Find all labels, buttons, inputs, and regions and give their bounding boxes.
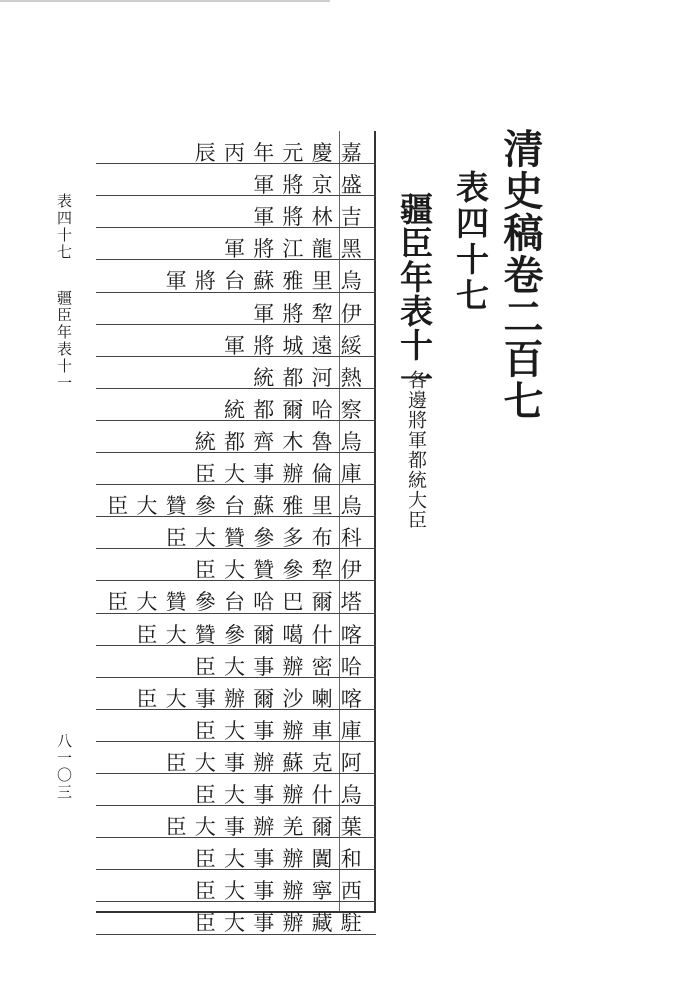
ledger-row-label: 盛京將軍	[253, 173, 370, 198]
page-number: 八一〇三	[55, 733, 73, 801]
margin-table-label: 表四十七	[55, 193, 73, 261]
ledger-row-label: 阿克蘇辦事大臣	[165, 750, 370, 775]
ledger-row	[96, 227, 376, 262]
top-rule	[0, 0, 330, 2]
ledger-row-label: 哈密辦事大臣	[194, 654, 370, 679]
ledger-row-label: 烏里雅蘇台參贊大臣	[107, 494, 370, 519]
ledger-row	[96, 645, 376, 677]
ledger-row-label: 科布多參贊大臣	[165, 526, 370, 551]
ledger-table	[96, 131, 376, 936]
ledger-row	[96, 580, 376, 615]
ledger-row	[96, 420, 376, 452]
ledger-row-label: 嘉慶元年丙辰	[194, 141, 370, 165]
ledger-row	[96, 388, 376, 420]
ledger-row-label: 伊犂參贊大臣	[194, 558, 370, 583]
ledger-row	[96, 484, 376, 519]
ledger-row-label: 喀喇沙爾辦事大臣	[136, 686, 370, 711]
ledger-row-label: 喀什噶爾參贊大臣	[136, 622, 370, 647]
ledger-row	[96, 195, 376, 230]
ledger-row-label: 塔爾巴哈台參贊大臣	[107, 590, 370, 615]
ledger-row-label: 熱河都統	[253, 365, 370, 390]
ledger-row	[96, 356, 376, 388]
ledger-row-label: 庫車辦事大臣	[194, 718, 370, 743]
ledger-row-label: 葉爾羌辦事大臣	[165, 815, 370, 840]
ledger-row-label: 駐藏辦事大臣	[194, 911, 370, 936]
subtitle-note: 各邊將軍都統大臣	[405, 370, 427, 530]
ledger-row	[96, 452, 376, 484]
ledger-row-label: 庫倫辦事大臣	[194, 462, 370, 486]
ledger-row-label: 察哈爾都統	[224, 397, 370, 422]
ledger-row	[96, 516, 376, 551]
ledger-row	[96, 901, 376, 936]
ledger-row-label: 西寧辦事大臣	[194, 879, 370, 904]
ledger-row	[96, 805, 376, 840]
table-number-title: 表四十七	[451, 170, 490, 314]
ledger-row-label: 伊犂將軍	[253, 301, 370, 326]
ledger-row-label: 黑龍江將軍	[224, 237, 370, 262]
margin-table-name: 疆臣年表十一	[55, 290, 73, 392]
ledger-row	[96, 259, 376, 294]
ledger-row	[96, 131, 376, 163]
ledger-row	[96, 548, 376, 583]
ledger-row	[96, 292, 376, 324]
ledger-row-label: 吉林將軍	[253, 205, 370, 230]
ledger-row	[96, 324, 376, 356]
ledger-row	[96, 869, 376, 904]
ledger-row-label: 綏遠城將軍	[224, 333, 370, 358]
ledger-row	[96, 677, 376, 709]
ledger-row	[96, 741, 376, 773]
ledger-row	[96, 773, 376, 805]
ledger-row-label: 和闐辦事大臣	[194, 847, 370, 872]
ledger-row	[96, 837, 376, 872]
ledger-row-label: 烏里雅蘇台將軍	[165, 269, 370, 294]
ledger-row	[96, 163, 376, 198]
ledger-row	[96, 613, 376, 645]
volume-title: 清史稿卷二百七	[497, 128, 544, 422]
ledger-row-label: 烏魯木齊都統	[194, 429, 370, 454]
ledger-row	[96, 709, 376, 741]
table-name-title: 疆臣年表十一	[395, 192, 434, 396]
ledger-row-label: 烏什辦事大臣	[194, 783, 370, 807]
